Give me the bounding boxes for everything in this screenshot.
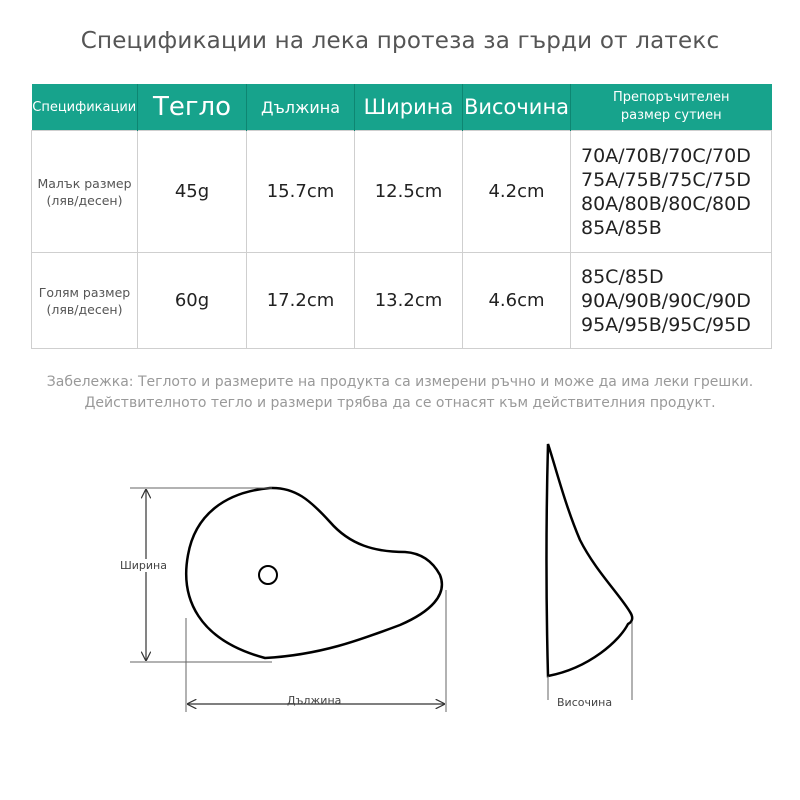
side-view-drawing (547, 444, 633, 700)
cell-height: 4.6cm (463, 253, 571, 349)
header-spec: Спецификации (32, 84, 138, 131)
row-label-line2: (ляв/десен) (46, 192, 123, 208)
bra-size-line: 90A/90B/90C/90D (581, 289, 751, 312)
bra-size-line: 75A/75B/75C/75D (581, 168, 751, 191)
row-label-line2: (ляв/десен) (46, 301, 123, 317)
bra-size-line: 95A/95B/95C/95D (581, 313, 751, 336)
prosthesis-side-outline (547, 444, 633, 676)
bra-size-line: 85C/85D (581, 265, 664, 288)
row-label-line1: Малък размер (37, 175, 132, 191)
cell-length: 17.2cm (247, 253, 355, 349)
cell-weight: 60g (138, 253, 247, 349)
page-title: Спецификации на лека протеза за гърди от латекс (80, 28, 720, 54)
prosthesis-top-outline (186, 488, 442, 658)
cell-width: 12.5cm (355, 131, 463, 253)
header-length: Дължина (247, 84, 355, 131)
width-label: Ширина (120, 559, 167, 572)
note-line-1: Забележка: Теглото и размерите на продукта са измерени ръчно и може да има леки грешки. (46, 374, 754, 390)
length-label: Дължина (287, 694, 342, 707)
top-view-drawing (130, 488, 446, 712)
cell-height: 4.2cm (463, 131, 571, 253)
height-label: Височина (557, 696, 613, 709)
header-weight: Тегло (138, 84, 247, 131)
prosthesis-center-circle (259, 566, 277, 584)
header-bra-line1: Препоръчителен (613, 90, 730, 105)
header-height: Височина (463, 84, 571, 131)
cell-width: 13.2cm (355, 253, 463, 349)
bra-size-line: 80A/80B/80C/80D (581, 192, 751, 215)
note-line-2: Действителното тегло и размери трябва да се отнасят към действителния продукт. (84, 395, 716, 411)
bra-size-line: 85A/85B (581, 216, 662, 239)
header-bra-line2: размер сутиен (620, 108, 722, 123)
cell-weight: 45g (138, 131, 247, 253)
row-label-line1: Голям размер (38, 284, 131, 300)
bra-size-line: 70A/70B/70C/70D (581, 144, 751, 167)
cell-length: 15.7cm (247, 131, 355, 253)
header-width: Ширина (355, 84, 463, 131)
